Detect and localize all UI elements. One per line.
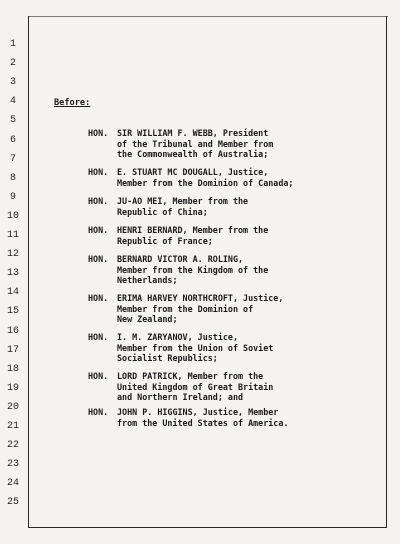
- honorific-label: HON.: [88, 407, 109, 417]
- line-number: 16: [6, 325, 19, 337]
- line-number: 15: [6, 306, 19, 318]
- member-description: [117, 254, 268, 286]
- member-text-line: and Northern Ireland; and: [117, 392, 244, 403]
- member-entry: [88, 225, 268, 246]
- member-entry: [88, 407, 288, 428]
- member-text-line: E. STUART MC DOUGALL, Justice,: [117, 167, 269, 177]
- before-heading: Before:: [54, 98, 91, 108]
- member-description: [117, 167, 293, 188]
- honorific-label: HON.: [88, 254, 109, 264]
- member-text-line: I. M. ZARYANOV, Justice,: [117, 332, 239, 342]
- honorific-label: HON.: [88, 196, 109, 206]
- line-number: 5: [9, 115, 16, 127]
- line-number: 18: [6, 363, 19, 375]
- line-number: 25: [6, 497, 19, 509]
- member-text-line: SIR WILLIAM F. WEBB, President: [117, 128, 269, 138]
- member-text-line: JOHN P. HIGGINS, Justice, Member: [117, 407, 279, 417]
- member-entry: [88, 128, 273, 160]
- line-number: 9: [9, 191, 16, 203]
- member-description: [117, 332, 273, 364]
- member-description: [117, 293, 283, 325]
- line-number: 8: [9, 172, 16, 184]
- page-border-left: [28, 16, 29, 528]
- line-number: 4: [9, 96, 16, 108]
- line-number: 23: [6, 459, 19, 471]
- member-entry: [88, 332, 273, 364]
- line-number: 21: [6, 421, 19, 432]
- honorific-label: HON.: [88, 225, 109, 235]
- line-number: 19: [6, 382, 19, 394]
- line-number: 6: [9, 134, 16, 146]
- member-text-line: Netherlands;: [117, 275, 178, 286]
- member-text-line: HENRI BERNARD, Member from the: [117, 225, 269, 235]
- line-number: 22: [6, 440, 19, 452]
- member-text-line: Member from the Dominion of: [117, 303, 254, 314]
- member-description: [117, 196, 248, 217]
- member-entry: [88, 254, 268, 286]
- member-entry: [88, 196, 248, 217]
- line-number: 20: [6, 401, 19, 413]
- member-text-line: Member from the Dominion of Canada;: [117, 177, 294, 188]
- line-number: 13: [6, 268, 19, 280]
- line-number: 3: [9, 77, 16, 89]
- honorific-label: HON.: [88, 167, 109, 177]
- line-number: 12: [6, 249, 19, 261]
- honorific-label: HON.: [88, 293, 109, 303]
- line-number: 1: [9, 39, 16, 50]
- member-description: [117, 371, 273, 403]
- member-text-line: Republic of France;: [117, 235, 213, 246]
- member-description: [117, 407, 288, 428]
- line-number: 2: [9, 58, 16, 70]
- page-border-right: [386, 16, 387, 528]
- member-description: [117, 128, 273, 160]
- honorific-label: HON.: [88, 332, 109, 342]
- member-text-line: ERIMA HARVEY NORTHCROFT, Justice,: [117, 293, 284, 303]
- honorific-label: HON.: [88, 128, 109, 138]
- line-number: 10: [6, 210, 19, 222]
- member-text-line: from the United States of America.: [117, 417, 289, 428]
- line-number: 17: [6, 344, 19, 356]
- member-text-line: Republic of China;: [117, 206, 208, 217]
- member-text-line: Socialist Republics;: [117, 353, 218, 364]
- member-text-line: JU-AO MEI, Member from the: [117, 196, 249, 206]
- member-text-line: United Kingdom of Great Britain: [117, 381, 274, 392]
- member-description: [117, 225, 268, 246]
- member-entry: [88, 371, 273, 403]
- line-number: 24: [6, 478, 19, 490]
- member-text-line: New Zealand;: [117, 314, 178, 325]
- member-text-line: BERNARD VICTOR A. ROLING,: [117, 254, 244, 264]
- page-border-bottom: [28, 527, 387, 528]
- line-number: 14: [6, 287, 19, 299]
- member-entry: [88, 167, 293, 188]
- page-border-top: [28, 16, 388, 17]
- member-text-line: the Commonwealth of Australia;: [117, 149, 269, 160]
- member-text-line: Member from the Union of Soviet: [117, 342, 274, 353]
- line-number: 7: [9, 153, 16, 165]
- member-text-line: of the Tribunal and Member from: [117, 138, 274, 149]
- member-text-line: LORD PATRICK, Member from the: [117, 371, 264, 381]
- member-text-line: Member from the Kingdom of the: [117, 264, 269, 275]
- line-number: 11: [6, 230, 19, 241]
- honorific-label: HON.: [88, 371, 109, 381]
- member-entry: [88, 293, 283, 325]
